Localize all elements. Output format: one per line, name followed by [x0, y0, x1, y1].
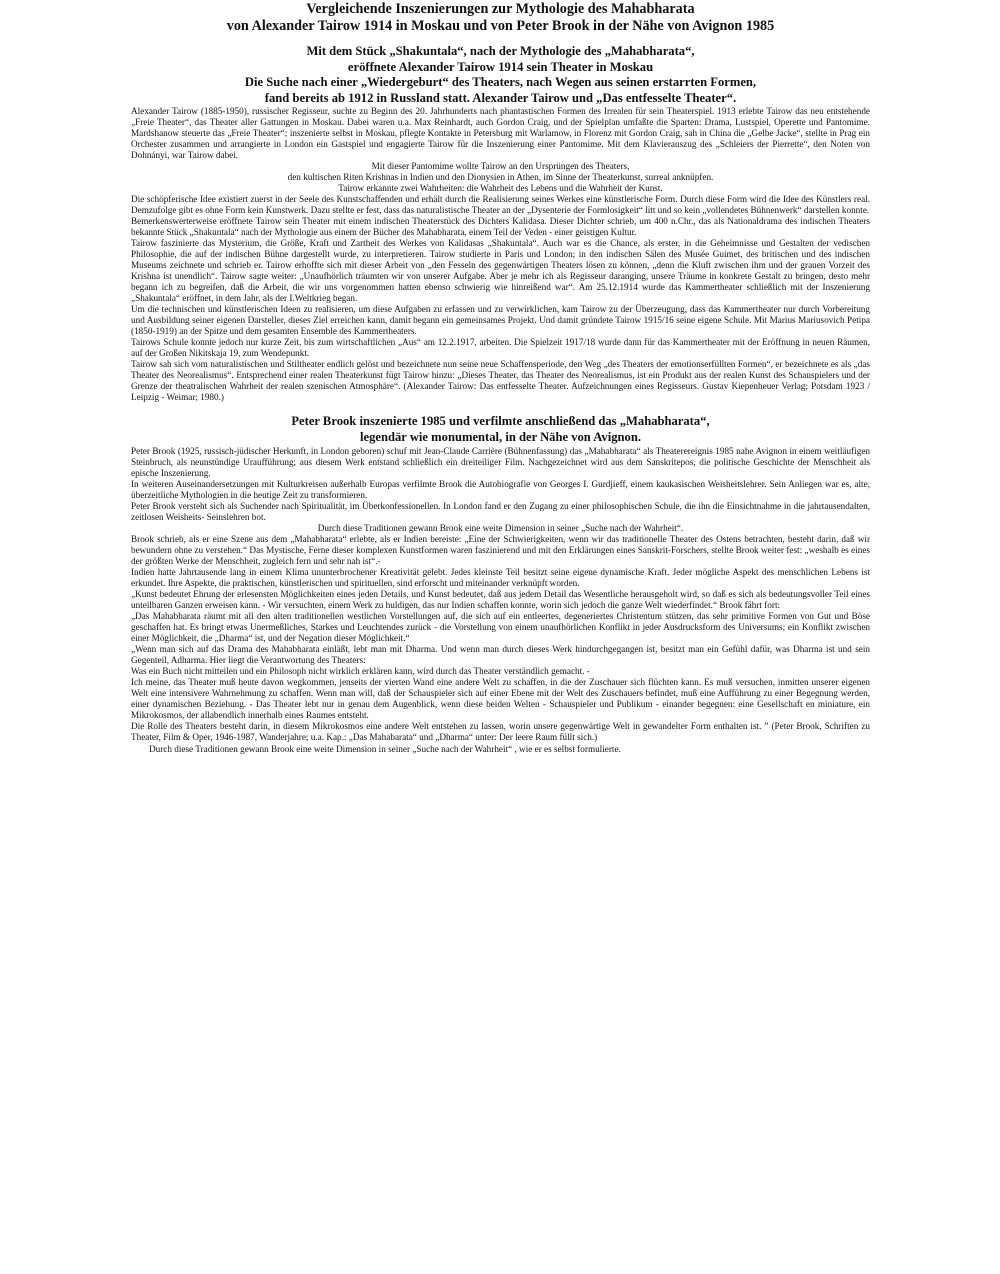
section1-centered-line: Tairow erkannte zwei Wahrheiten: die Wahrheit des Lebens und die Wahrheit der Kunst.: [338, 183, 663, 194]
closing-line: Durch diese Traditionen gewann Brook eine weite Dimension in seiner „Suche nach der Wahrheit“ , wie er es selbst formulierte.: [149, 743, 621, 754]
section2-heading-line2: legendär wie monumental, in der Nähe von Avignon.: [360, 429, 641, 444]
document-title-line1: Vergleichende Inszenierungen zur Mythologie des Mahabharata: [306, 1, 695, 17]
section1-paragraph: Tairows Schule konnte jedoch nur kurze Zeit, bis zum wirtschaftlichen „Aus“ am 12.2.1917, arbeiten. Die Spielzeit 1917/18 wurde dann für das Kammertheater mit der Eröffnung in neuen Räumen, auf der Großen Nikitskaja 19, zum Wendepunkt.: [131, 337, 870, 359]
section1-heading-line3: Die Suche nach einer „Wiedergeburt“ des Theaters, nach Wegen aus seinen erstarrten Formen,: [244, 75, 757, 90]
section1-paragraph: Bemerkenswerterweise eröffnete Tairow sein Theater mit einem indischen Theaterstück des Dichters Kalidasa. Dieser Dichter schrieb, um 400 n.Chr., das als Nationaldrama des indischen Theaters bekannte Stück „Shakuntala“ nach der Mythologie aus einem der Bücher des Mahabharata, einem Teil der Veden - einer geistigen Kultur.: [131, 216, 870, 238]
document-title-line2: von Alexander Tairow 1914 in Moskau und von Peter Brook in der Nähe von Avignon 1985: [226, 18, 775, 34]
section2-heading-line1: Peter Brook inszenierte 1985 und verfilmte anschließend das „Mahabharata“,: [291, 414, 710, 429]
section1-centered-line: den kultischen Riten Krishnas in Indien und den Dionysien in Athen, im Sinne der Theaterkunst, surreal anknüpfen.: [287, 172, 714, 183]
section2-paragraph: Indien hatte Jahrtausende lang in einem Klima ununterbrochener Kreativität gelebt. Jedes kleinste Teil besitzt seine eigene dynamische Kraft. Jeder mögliche Aspekt des menschlichen Lebens ist erkundet. Ihre Aspekte, die praktischen, künstlerischen und spirituellen, sind erforscht und miteinander verknüpft worden.: [131, 566, 870, 588]
section2-paragraph: Brook schrieb, als er eine Szene aus dem „Mahabharata“ erlebte, als er Indien bereiste: „Eine der Schwierigkeiten, wenn wir das traditionelle Theater des Ostens betrachten, besteht darin, daß wir bewundern ohne zu verstehen.“ Das Mystische, Ferne dieser komplexen Kunstformen waren faszinierend und mit den Erklärungen eines Sanskrit-Forschers, stellte Brook weiter fest: „weshalb es eines der größten Werke der Menschheit, zugleich fern und sehr nah ist“.-: [131, 533, 870, 566]
section1-centered-line: Mit dieser Pantomime wollte Tairow an den Ursprüngen des Theaters,: [371, 161, 630, 172]
section1-heading-line2: eröffnete Alexander Tairow 1914 sein Theater in Moskau: [347, 59, 654, 74]
section1-paragraph: Tairow sah sich vom naturalistischen und Stiltheater endlich gelöst und bezeichnete nun seine neue Schaffensperiode, den Weg „des Theaters der emotionserfüllten Formen“, er bezeichnete es als „das Theater des Neorealismus“. Entsprechend einer realen Theaterkunst fügt Tairow hinzu: „Dieses Theater, das Theater des Neorealismus, ist ein Produkt aus der realen Kunst des Schauspielers und der Grenze der theatralischen Wahrheit der realen szenischen Atmosphäre“. (Alexander Tairow: Das entfesselte Theater. Aufzeichnungen eines Regisseurs. Gustav Kiepenheuer Verlag; Potsdam 1923 / Leipzig - Weimar; 1980.): [131, 359, 870, 403]
section2-paragraph: „Kunst bedeutet Ehrung der erlesensten Möglichkeiten eines jeden Details, und Kunst bedeutet, daß aus jedem Detail das Wesentliche herausgeholt wird, so daß es sich als bedeutungsvoller Teil eines unteilbaren Ganzen erweisen kann. - Wir versuchten, einem Werk zu huldigen, das nur Indien schaffen konnte, worin sich jedoch die ganze Welt wiederfindet.“ Brook fährt fort:: [131, 588, 870, 610]
section2-paragraph: Die Rolle des Theaters besteht darin, in diesem Mikrokosmos eine andere Welt entstehen zu lassen, worin unsere gegenwärtige Welt in gewandelter Form enthalten ist. ” (Peter Brook, Schriften zu Theater, Film & Oper, 1946-1987, Wanderjahre; u.a. Kap.: „Das Mahabarata“ und „Dharma“ unter: Der leere Raum füllt sich.): [131, 720, 870, 742]
section1-paragraph: Tairow faszinierte das Mysterium, die Größe, Kraft und Zartheit des Werkes von Kalidasas „Shakuntala“. Auch war es die Chance, als erster, in die Geheimnisse und Gestalten der vedischen Philosophie, die auf der indischen Bühne dargestellt wurde, zu interpretieren. Tairow studierte in Paris und London; in den indischen Sälen des Musée Guimet, des britischen und des indischen Museums zeichnete und schrieb er. Tairow erhoffte sich mit dieser Arbeit von „den Fesseln des gegenwärtigen Theaters lösen zu können, „denn die Kluft zwischen ihm und der grauen Vorzeit des Krishna ist unendlich“. Tairow sagte weiter: „Unaufhörlich träumten wir von unserer Aufgabe. Aber je mehr ich als Regisseur daranging, unsere Träume in konkrete Gestalt zu bringen, desto mehr begann ich zu begreifen, daß die Arbeit, die wir uns vorgenommen hatten ebenso schwierig wie hinreißend war“. Am 25.12.1914 wurde das Kammertheater schließlich mit der Inszenierung „Shakuntala“ eröffnet, in dem Jahr, als der I.Weltkrieg began.: [131, 238, 870, 304]
section2-paragraph: Ich meine, das Theater muß heute davon wegkommen, jenseits der vierten Wand eine andere Welt zu schaffen, in die der Zuschauer sich flüchten kann. Es muß versuchen, inmitten unserer eigenen Welt eine intensivere Wahrnehmung zu schaffen. Wenn man will, daß der Schauspieler sich auf einer Ebene mit der Welt des Zuschauers befindet, muß eine Aufführung zu einer Begegnung werden, einer dynamischen Beziehung. - Das Theater lebt nur in genau dem Augenblick, wenn diese beiden Welten - Schauspieler und Publikum - einander begegnen: eine Gesellschaft en miniature, ein Mikrokosmos, der allabendlich innerhalb eines Raumes entsteht.: [131, 676, 870, 720]
section2-paragraph: „Das Mahabharata räumt mit all den alten traditionellen westlichen Vorstellungen auf, die sich auf ein entleertes, degeneriertes Christentum stützen, das sehr primitive Formen von Gut und Böse geschaffen hat. Es bringt etwas Unermeßliches, Starkes und Leuchtendes zurück - die Vorstellung von einem unaufhörlichen Konflikt in jeder Ausdrucksform des Universums; ein Konflikt zwischen einer Möglichkeit, die „Dharma“ ist, und der Negation dieser Möglichkeit.“: [131, 610, 870, 643]
section1-paragraph: Die schöpferische Idee existiert zuerst in der Seele des Kunstschaffenden und erhält durch die Realisierung seines Werkes eine künstlerische Form. Durch diese Form wird die Idee des Künstlers real. Demzufolge gibt es ohne Form kein Kunstwerk. Dazu stellte er fest, dass das naturalistische Theater an der „Dysenterie der Formlosigkeit“ litt und so kein „vollendetes Bühnenwerk“ darstellen konnte.: [131, 194, 870, 216]
section1-heading-line1: Mit dem Stück „Shakuntala“, nach der Mythologie des „Mahabharata“,: [306, 44, 695, 58]
section2-centered-line: Durch diese Traditionen gewann Brook eine weite Dimension in seiner „Suche nach der Wahrheit“.: [317, 522, 684, 533]
section1-paragraph: Alexander Tairow (1885-1950), russischer Regisseur, suchte zu Beginn des 20. Jahrhunderts nach phantastischen Formen des Irrealen für sein Theaterspiel. 1913 erlebte Tairow das neu entstehende „Freie Theater“, das Theater aller Gattungen in Moskau. Dabei waren u.a. Max Reinhardt, auch Gordon Craig, und der Spielplan umfaßte die Sparten: Drama, Lustspiel, Operette und Pantomime. Mardshanow steuerte das „Freie Theater“; inszenierte selbst in Moskau, pflegte Kontakte in Petersburg mit Warlamow, in Florenz mit Gordon Craig, sah in China die „Gelbe Jacke“, stellte in Prag ein Orchester zusammen und arrangierte in London ein Gastspiel und engagierte Tairow für die Inszenierung einer Pantomime. Mit dem Klavierauszug des „Schleiers der Pierrette“, den Noten von Dohnányi, war Tairow dabei.: [131, 106, 870, 161]
section2-paragraph: In weiteren Auseinandersetzungen mit Kulturkreisen außerhalb Europas verfilmte Brook die Autobiografie von Georges I. Gurdjieff, einem kaukasischen Weisheitslehrer. Sein Anliegen war es, alte, überzeitliche Mythologien in die heutige Zeit zu transformieren.: [131, 478, 870, 500]
section2-paragraph: Was ein Buch nicht mitteilen und ein Philosoph nicht wirklich erklären kann, wird durch das Theater verständlich gemacht. -: [131, 665, 590, 676]
section2-paragraph: Peter Brook (1925, russisch-jüdischer Herkunft, in London geboren) schuf mit Jean-Claude Carrière (Bühnenfassung) das „Mahabharata“ als Theaterereignis 1985 nahe Avignon in einem weitläufigen Steinbruch, als neunstündige Uraufführung; aus diesem Werk entstand schließlich ein dreiteiliger Film. Nachgezeichnet wird aus dem Sanskritepos, die politische Geschichte der Menschheit als epische Inszenierung.: [131, 445, 870, 478]
section2-paragraph: Peter Brook versteht sich als Suchender nach Spiritualität, im Überkonfessionellen. In London fand er den Zugang zu einer philosophischen Schule, die ihn die Einsichtnahme in die jahrtausendalten, zeitlosen Weisheits- Seinslehren bot.: [131, 500, 870, 522]
section1-paragraph: Um die technischen und künstlerischen Ideen zu realisieren, um diese Aufgaben zu erfassen und zu verwirklichen, kam Tairow zu der Überzeugung, dass das Kammertheater nur durch Vorbereitung und Ausbildung seiner eigenen Darsteller, dieses Ziel erreichen kann, damit begann ein gemeinsames Projekt. Und damit gründete Tairow 1915/16 seine eigene Schule. Mit Marius Mariusovich Petipa (1850-1919) an der Spitze und dem gesamten Ensemble des Kammertheaters.: [131, 304, 870, 337]
section1-heading-line4: fand bereits ab 1912 in Russland statt. Alexander Tairow und „Das entfesselte Theater“.: [264, 90, 737, 105]
section2-paragraph: „Wenn man sich auf das Drama des Mahabharata einläßt, lebt man mit Dharma. Und wenn man durch dieses Werk hindurchgegangen ist, besitzt man ein Gefühl dafür, was Dharma ist und sein Gegenteil, Adharma. Hier liegt die Verantwortung des Theaters:: [131, 643, 870, 665]
